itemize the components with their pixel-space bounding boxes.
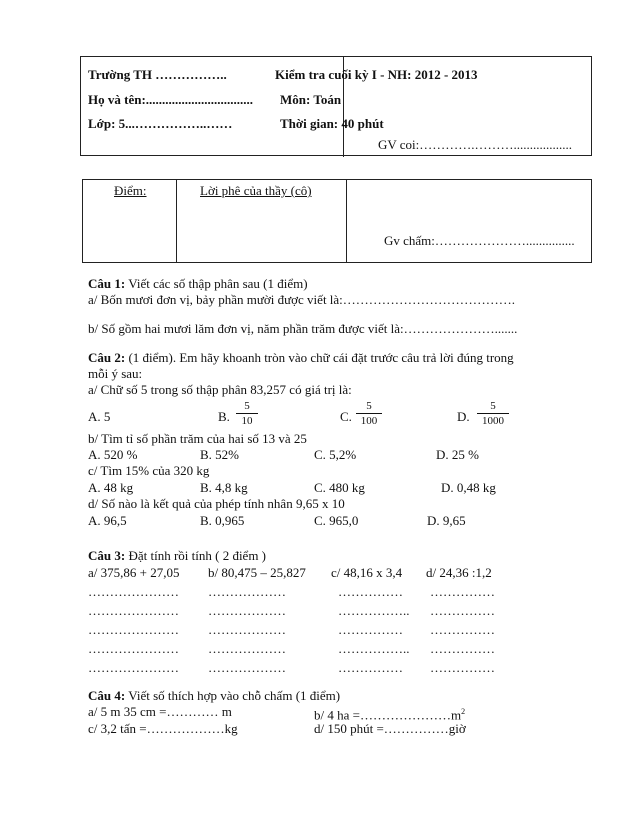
question-4c: c/ 3,2 tấn =………………kg [88, 721, 238, 736]
fraction-5-10 [236, 400, 258, 427]
option-2b-c: C. 5,2% [314, 447, 357, 462]
dot-line: ……………… [208, 622, 286, 637]
option-2d-c: C. 965,0 [314, 513, 359, 528]
option-2c-b: B. 4,8 kg [200, 480, 248, 495]
proctor-field: GV coi:………….……….................. [378, 137, 573, 152]
dot-line: …………….. [338, 641, 410, 656]
score-label: Điểm: [114, 183, 147, 198]
question-2a: a/ Chữ số 5 trong số thập phân 83,257 có giá trị là: [88, 382, 352, 397]
calc-d: d/ 24,36 :1,2 [426, 565, 492, 580]
dot-line: ……………… [208, 603, 286, 618]
score-divider-2 [346, 180, 347, 262]
option-2a-b: B. [218, 409, 230, 424]
fraction-denominator: 1000 [477, 413, 509, 427]
subject-field: Môn: Toán [280, 92, 342, 107]
dot-line: …………… [338, 660, 403, 675]
question-1b: b/ Số gồm hai mươi lăm đơn vị, năm phần trăm được viết là:…………………....... [88, 321, 518, 336]
fraction-numerator: 5 [366, 400, 372, 412]
question-2-heading-cont: mỗi ý sau: [88, 366, 143, 381]
dot-line: …………….. [338, 603, 410, 618]
dot-line: …………… [338, 584, 403, 599]
dot-line: …………… [338, 622, 403, 637]
dot-line: ……………… [208, 584, 286, 599]
dot-line: …………… [430, 660, 495, 675]
time-field: Thời gian: 40 phút [280, 116, 384, 131]
score-divider-1 [176, 180, 177, 262]
question-2c: c/ Tìm 15% của 320 kg [88, 463, 210, 478]
option-2c-d: D. 0,48 kg [441, 480, 496, 495]
dot-line: …………… [430, 584, 495, 599]
exam-title: Kiểm tra cuối kỳ I - NH: 2012 - 2013 [275, 67, 478, 82]
question-2d: d/ Số nào là kết quả của phép tính nhân 9,65 x 10 [88, 496, 345, 511]
dot-line: …………… [430, 603, 495, 618]
option-2a-c: C. [340, 409, 352, 424]
fraction-numerator: 5 [244, 400, 250, 412]
fraction-5-100 [356, 400, 382, 427]
option-2d-b: B. 0,965 [200, 513, 245, 528]
dot-line: ………………… [88, 660, 179, 675]
option-2a-a: A. 5 [88, 409, 111, 424]
dot-line: …………… [430, 622, 495, 637]
option-2c-a: A. 48 kg [88, 480, 134, 495]
question-4-heading: Câu 4: Viết số thích hợp vào chỗ chấm (1 điểm) [88, 688, 341, 703]
option-2d-d: D. 9,65 [427, 513, 466, 528]
question-3-heading: Câu 3: Đặt tính rồi tính ( 2 điểm ) [88, 548, 267, 563]
option-2b-a: A. 520 % [88, 447, 138, 462]
fraction-denominator: 100 [356, 413, 382, 427]
option-2b-d: D. 25 % [436, 447, 479, 462]
grader-field: Gv chấm:…………………............... [384, 233, 575, 248]
question-2b: b/ Tìm tỉ số phần trăm của hai số 13 và 25 [88, 431, 307, 446]
school-field: Trường TH …………….. [88, 67, 227, 82]
fraction-5-1000 [477, 400, 509, 427]
question-1a: a/ Bốn mươi đơn vị, bảy phần mười được viết là:…………………………………. [88, 292, 516, 307]
calc-a: a/ 375,86 + 27,05 [88, 565, 180, 580]
calc-b: b/ 80,475 – 25,827 [208, 565, 306, 580]
dot-line: ……………… [208, 660, 286, 675]
option-2c-c: C. 480 kg [314, 480, 365, 495]
dot-line: ………………… [88, 584, 179, 599]
dot-line: ………………… [88, 622, 179, 637]
option-2d-a: A. 96,5 [88, 513, 127, 528]
fraction-denominator: 10 [236, 413, 258, 427]
class-field: Lớp: 5...……………..…… [88, 116, 233, 131]
question-4b: b/ 4 ha $=\dots\dots\dots\dots\dots\dots\dots m^2$ [314, 707, 466, 723]
dot-line: ………………… [88, 603, 179, 618]
calc-c: c/ 48,16 x 3,4 [331, 565, 403, 580]
question-2-heading: Câu 2: (1 điểm). Em hãy khoanh tròn vào chữ cái đặt trước câu trả lời đúng trong [88, 350, 514, 365]
score-table [82, 179, 592, 263]
option-2b-b: B. 52% [200, 447, 239, 462]
question-1-heading: Câu 1: Viết các số thập phân sau (1 điểm) [88, 276, 308, 291]
dot-line: ………………… [88, 641, 179, 656]
fraction-numerator: 5 [490, 400, 496, 412]
teacher-comment-label: Lời phê của thầy (cô) [200, 183, 312, 198]
dot-line: …………… [430, 641, 495, 656]
dot-line: ……………… [208, 641, 286, 656]
student-name-field: Họ và tên:................................. [88, 92, 254, 107]
question-4d: d/ 150 phút =……………giờ [314, 721, 466, 736]
question-4a: a/ 5 m 35 cm =………… m [88, 704, 232, 719]
option-2a-d: D. [457, 409, 470, 424]
